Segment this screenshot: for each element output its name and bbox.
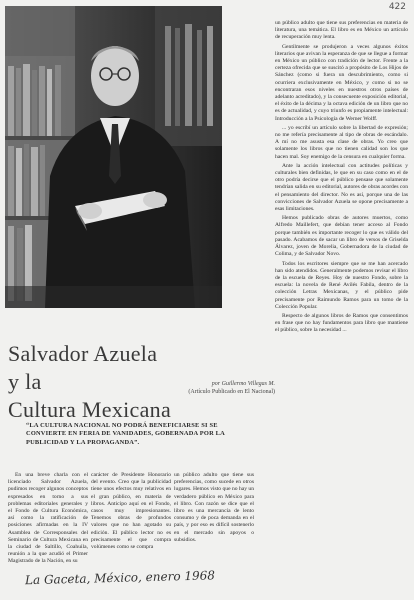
title-line: Cultura Mexicana [8, 396, 172, 422]
paragraph: Hemos publicado obras de autores muertos, como Alfredo Maillefert, que debían tener acceso al Fondo porque también es importante recoger lo que es válido del pasado. Acabamos de sacar un libro de versos de Griselda Álvarez, joven de Morelia, Gobernadora de la ciudad de Colima, y de Salvador Novo. [275, 215, 408, 258]
paragraph: Gentilmente se produjeron a veces algunos éxitos literarios que avivan la esperanza de que se llegue a formar en México un público con tradición de lector. Frente a la certeza ofrecida que se suscitó a propósito de Los Hijos de Sánchez (como si fuera un descubrimiento, como si ocurriera exclusivamente en México, y como si no se encontraran esos niveles en nuestros otros países de adelanto acreditado), y la consecuente exposición editorial, el éxito de la décima y la octava edición de un libro que no es de actualidad, y cuyo triunfo es propiamente intelectual: Introducción a la Psicología de Werner Wolff. [275, 43, 408, 122]
page-number: 422 [388, 2, 406, 12]
title-line: y la [8, 368, 42, 394]
body-column-3 [174, 472, 254, 544]
paragraph: Todos los escritores siempre que se me han acercado han sido atendidos. Generalmente podemos revisar el libro de la escuela de Reyes. Hoy de nuestro Fondo, sobre la escuela: la novela de René Avilés Fabila, dentro de la colección Letras Mexicanas, y el público pide precisamente por Raimundo Ramos para un tomo de la Colección Popular. [275, 260, 408, 310]
handwritten-note: La Gaceta, México, enero 1968 [24, 568, 216, 588]
body-column-2 [91, 472, 171, 551]
paragraph: ... yo escribí un artículo sobre la libertad de expresión; no me refería precisamente al tipo de obras de escándalo. A mí no me asusta esa clase de obras. Yo creo que solamente los libros que no tienen calidad son los que hacen mal. Soy enemigo de la censura en cualquier forma. [275, 124, 408, 160]
byline [155, 380, 275, 396]
title-line: Salvador Azuela [8, 340, 158, 366]
paragraph: carácter de Presidente Honorario del evento. Creo que la publicidad tiene unos efectos muy relativos en el gran público, en materia de libros. Anticipo aquí en el Fondo, casos muy impresionantes. Tenemos obras de profundos valores que no han agotado su edición. El público lector no es precisamente el que compra volúmenes como se compra [91, 472, 171, 551]
author: por Guillermo Villegas M. [211, 381, 275, 387]
paragraph: un público adulto que tiene sus preferencias en materia de literatura, una temática. El libro es en México un artículo de recuperación muy lenta. [275, 20, 408, 41]
paragraph: un público adulto que tiene sus preferencias, como sucede en otros lugares. Hemos visto que no hay un verdadero público en México para el libro. Con razón se dice que el libro es una mercancía de lento consumo y de poca demanda en el país, y por eso es difícil sostenerlo en el mercado sin apoyos o subsidios. [174, 472, 255, 543]
paragraph: En una breve charla con el licenciado Salvador Azuela, pudimos recoger algunos conceptos expresados en torno a sus problemas editoriales generales y el Fondo de Cultura Económica, así como la ratificación de posiciones afirmadas en la IV Asamblea de Corresponsales del Seminario de Cultura Mexicana en la ciudad de Saltillo, Coahuila, reunión a la que acudió el Primer Magistrado de la Nación, en su [8, 472, 89, 565]
pull-quote: “LA CULTURA NACIONAL NO PODRÁ BENEFICIARSE SI SE CONVIERTE EN FERIA DE VANIDADES, GOBERNADA POR LA PUBLICIDAD Y LA PROPAGANDA”. [26, 422, 225, 446]
right-text-column [275, 20, 408, 337]
publication-credit: (Artículo Publicado en El Nacional) [188, 389, 275, 395]
paragraph: Ante la acción intelectual con actitudes políticas y culturales bien definidas, le que en su caso como en el de otro podría decirse que el público pensase que solamente tendrían salida en su editorial, autores de obras acordes con el pensamiento del director. No es así, porque una de las convicciones de Salvador Azuela se opone precisamente a esas limitaciones. [275, 162, 408, 213]
paragraph: Respecto de algunos libros de Ramos que consentimos en frase que no hay fundamentos para libro que mantiene el público, sobre la necesidad ... [275, 312, 408, 334]
portrait-photo-icon [5, 6, 222, 308]
portrait-photo [5, 6, 222, 308]
body-column-1 [8, 472, 88, 566]
